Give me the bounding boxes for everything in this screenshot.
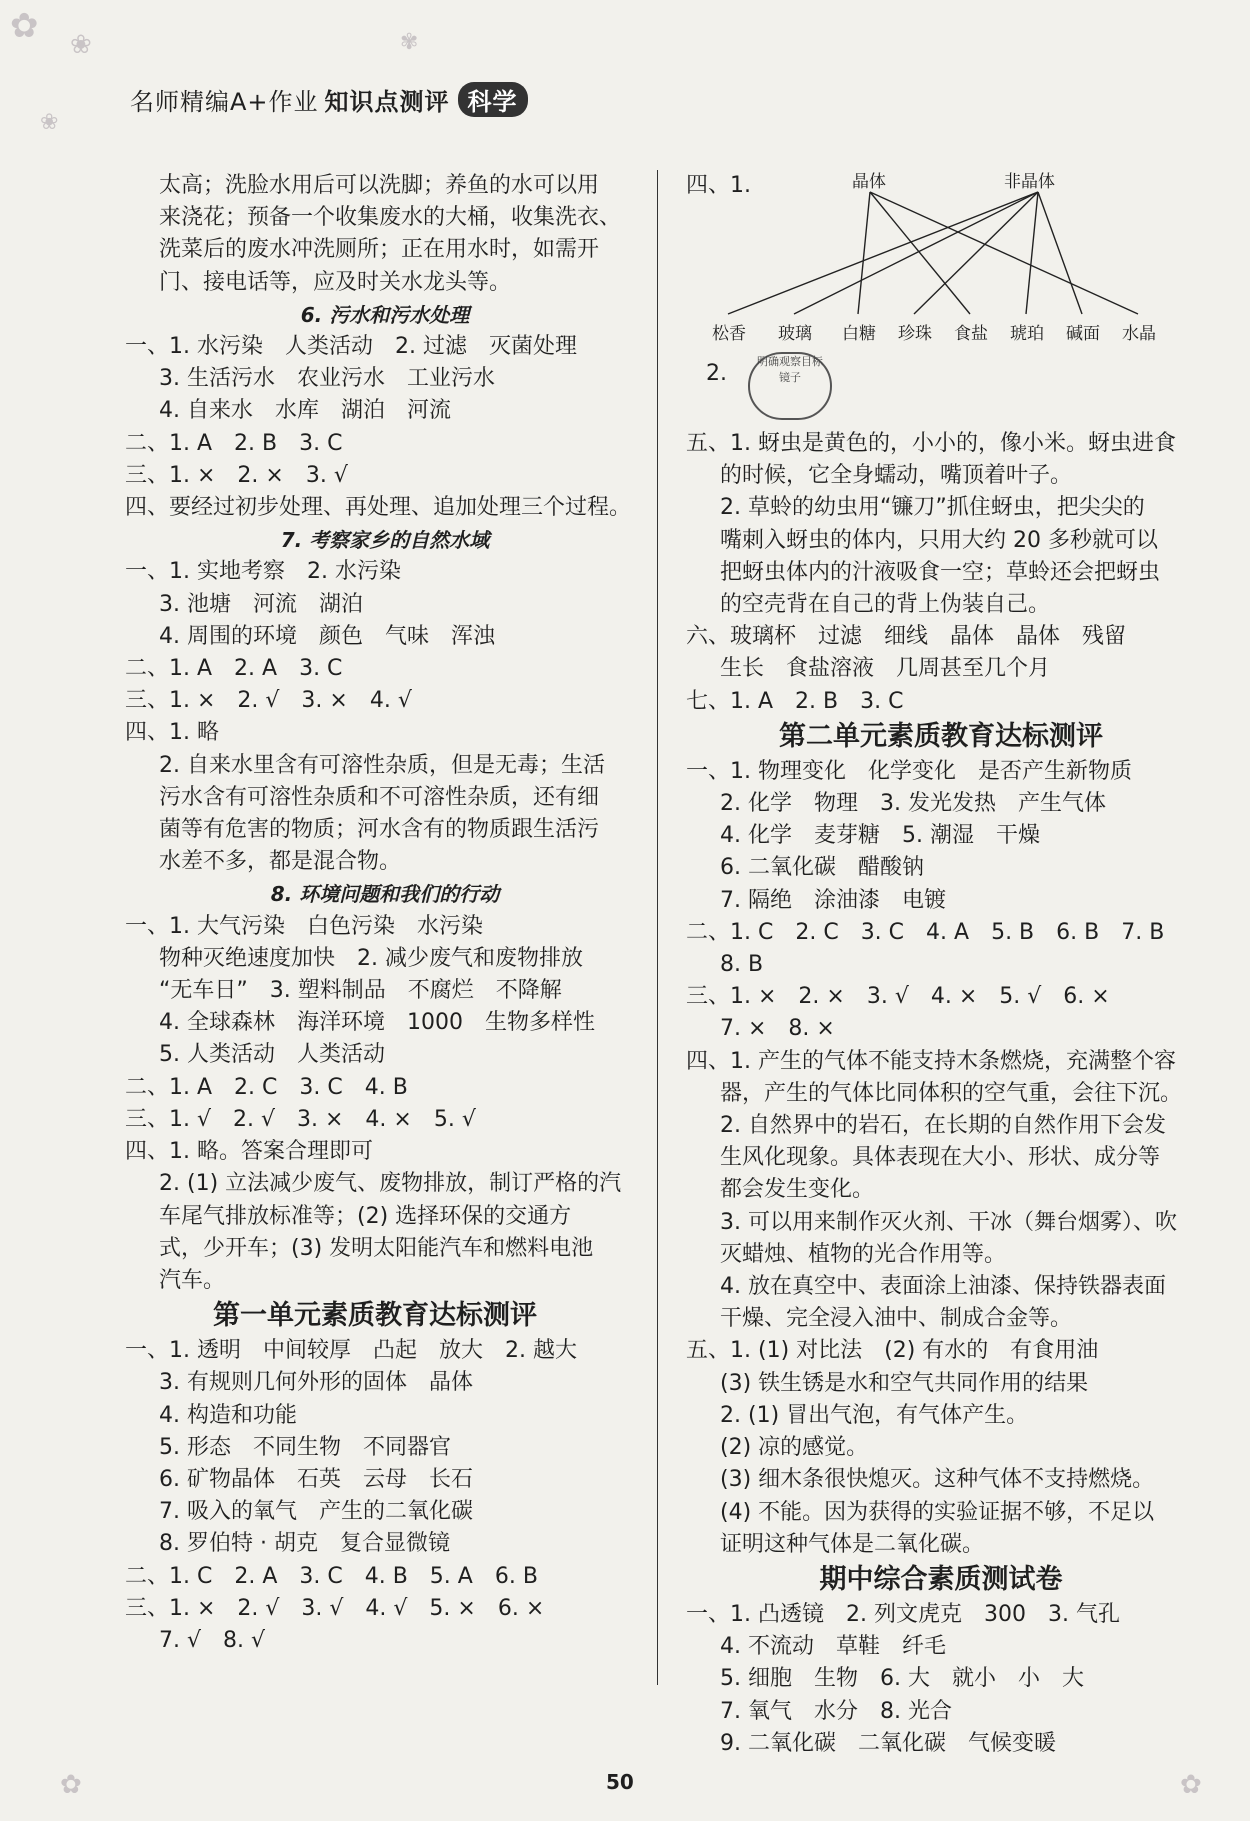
question-2-label: 2. bbox=[706, 361, 727, 386]
flower-decoration-icon: ✿ bbox=[1180, 1770, 1202, 1800]
answer-line: 生长 食盐溶液 几周甚至几个月 bbox=[720, 656, 1051, 682]
answer-line: 三、1. × 2. √ 3. √ 4. √ 5. × 6. × bbox=[125, 1595, 545, 1621]
answer-line: 菌等有危害的物质；河水含有的物质跟生活污 bbox=[159, 817, 600, 843]
answer-line: 都会发生变化。 bbox=[720, 1177, 875, 1203]
matching-lines bbox=[686, 170, 1196, 354]
answer-line: 5. 形态 不同生物 不同器官 bbox=[159, 1434, 451, 1460]
answer-line: 器，产生的气体比同体积的空气重，会往下沉。 bbox=[720, 1080, 1183, 1106]
answer-line: 四、1. 略。答案合理即可 bbox=[125, 1139, 373, 1165]
matching-item: 玻璃 bbox=[778, 324, 812, 344]
answer-line: 一、1. 实地考察 2. 水污染 bbox=[125, 559, 401, 585]
left-column bbox=[125, 170, 632, 1657]
answer-line: 4. 构造和功能 bbox=[159, 1402, 297, 1428]
answer-line: 4. 化学 麦芽糖 5. 潮湿 干燥 bbox=[720, 823, 1040, 849]
page-number: 50 bbox=[606, 1770, 634, 1794]
answer-line: 六、玻璃杯 过滤 细线 晶体 晶体 残留 bbox=[686, 624, 1127, 650]
matching-item: 碱面 bbox=[1066, 324, 1100, 344]
answer-line: 4. 放在真空中、表面涂上油漆、保持铁器表面 bbox=[720, 1274, 1166, 1300]
section-heading: 8. 环境问题和我们的行动 bbox=[270, 882, 500, 907]
answer-line: 7. 隔绝 涂油漆 电镀 bbox=[720, 887, 946, 913]
answer-line: 生风化现象。具体表现在大小、形状、成分等 bbox=[720, 1145, 1161, 1171]
answer-line: 8. 罗伯特 · 胡克 复合显微镜 bbox=[159, 1531, 450, 1557]
amorphous-label: 非晶体 bbox=[1004, 172, 1055, 192]
answer-line: 二、1. A 2. C 3. C 4. B bbox=[125, 1074, 408, 1100]
column-divider bbox=[657, 170, 658, 1685]
answer-line: 2. 草蛉的幼虫用“镰刀”抓住蚜虫，把尖尖的 bbox=[720, 495, 1145, 521]
answer-line: 一、1. 大气污染 白色污染 水污染 bbox=[125, 913, 483, 939]
answer-line: 五、1. 蚜虫是黄色的，小小的，像小米。蚜虫进食 bbox=[686, 431, 1176, 456]
observation-stamp-image: 明确观察目标 镜子 bbox=[748, 352, 832, 420]
answer-line: 7. 氧气 水分 8. 光合 bbox=[720, 1698, 952, 1724]
answer-line: 5. 人类活动 人类活动 bbox=[159, 1042, 385, 1068]
book-subtitle: 知识点测评 bbox=[324, 88, 450, 116]
flower-decoration-icon: ❀ bbox=[40, 110, 59, 135]
match-line bbox=[858, 192, 870, 314]
match-line bbox=[1026, 192, 1038, 314]
answer-line: (2) 凉的感觉。 bbox=[720, 1435, 869, 1461]
answer-line: 的时候，它全身蠕动，嘴顶着叶子。 bbox=[720, 463, 1073, 489]
answer-line: 3. 生活污水 农业污水 工业污水 bbox=[159, 366, 495, 392]
answer-line: 的空壳背在自己的背上伪装自己。 bbox=[720, 592, 1051, 618]
answer-line: 嘴刺入蚜虫的体内，只用大约 20 多秒就可以 bbox=[720, 527, 1158, 553]
answer-line: 2. 自来水里含有可溶性杂质，但是无毒；生活 bbox=[159, 752, 605, 778]
answer-line: 五、1. (1) 对比法 (2) 有水的 有食用油 bbox=[686, 1338, 1099, 1364]
answer-line: 汽车。 bbox=[159, 1267, 226, 1293]
matching-item: 白糖 bbox=[842, 324, 876, 344]
answer-line: 一、1. 凸透镜 2. 列文虎克 300 3. 气孔 bbox=[686, 1601, 1120, 1627]
match-line bbox=[870, 192, 1138, 314]
answer-line: 三、1. × 2. × 3. √ 4. × 5. √ 6. × bbox=[686, 984, 1110, 1010]
answer-line: 四、1. 略 bbox=[125, 720, 219, 746]
answer-line: 污水含有可溶性杂质和不可溶性杂质，还有细 bbox=[159, 784, 600, 810]
answer-line: 太高；洗脸水用后可以洗脚；养鱼的水可以用 bbox=[159, 173, 600, 198]
answer-line: 一、1. 物理变化 化学变化 是否产生新物质 bbox=[686, 758, 1132, 784]
subject-badge: 科学 bbox=[458, 82, 528, 117]
section-heading: 期中综合素质测试卷 bbox=[819, 1563, 1063, 1595]
crystal-matching-diagram bbox=[686, 170, 1196, 354]
section-heading: 7. 考察家乡的自然水域 bbox=[280, 528, 490, 553]
matching-item: 琥珀 bbox=[1010, 324, 1044, 344]
answer-line: 式，少开车；(3) 发明太阳能汽车和燃料电池 bbox=[159, 1235, 594, 1261]
answer-line: 三、1. √ 2. √ 3. × 4. × 5. √ bbox=[125, 1106, 476, 1132]
match-line bbox=[870, 192, 970, 314]
crystal-label: 晶体 bbox=[852, 172, 886, 192]
answer-line: 三、1. × 2. × 3. √ bbox=[125, 462, 348, 488]
section-heading: 第二单元素质教育达标测评 bbox=[779, 720, 1103, 752]
matching-item: 松香 bbox=[712, 324, 746, 344]
answer-line: 车尾气排放标准等；(2) 选择环保的交通方 bbox=[159, 1203, 572, 1229]
answer-line: 3. 有规则几何外形的固体 晶体 bbox=[159, 1370, 473, 1396]
answer-line: 水差不多，都是混合物。 bbox=[159, 849, 402, 875]
answer-line: 二、1. C 2. A 3. C 4. B 5. A 6. B bbox=[125, 1563, 538, 1589]
flower-decoration-icon: ✿ bbox=[60, 1770, 82, 1800]
section-heading: 6. 污水和污水处理 bbox=[300, 302, 470, 327]
answer-line: (3) 铁生锈是水和空气共同作用的结果 bbox=[720, 1370, 1089, 1396]
answer-line: 洗菜后的废水冲洗厕所；正在用水时，如需开 bbox=[159, 237, 600, 263]
match-line bbox=[914, 192, 1038, 314]
answer-line: 二、1. A 2. A 3. C bbox=[125, 656, 343, 682]
answer-line: 干燥、完全浸入油中、制成合金等。 bbox=[720, 1306, 1073, 1332]
answer-line: 2. 自然界中的岩石，在长期的自然作用下会发 bbox=[720, 1113, 1166, 1139]
answer-line: 6. 矿物晶体 石英 云母 长石 bbox=[159, 1466, 473, 1492]
answer-line: 2. 化学 物理 3. 发光发热 产生气体 bbox=[720, 791, 1106, 817]
flower-decoration-icon: ❀ bbox=[70, 30, 92, 60]
section-heading: 第一单元素质教育达标测评 bbox=[213, 1300, 537, 1332]
answer-line: 三、1. × 2. √ 3. × 4. √ bbox=[125, 688, 412, 714]
matching-item: 珍珠 bbox=[898, 324, 932, 344]
answer-line: (4) 不能。因为获得的实验证据不够，不足以 bbox=[720, 1499, 1155, 1525]
answer-line: 一、1. 透明 中间较厚 凸起 放大 2. 越大 bbox=[125, 1338, 577, 1364]
answer-line: 门、接电话等，应及时关水龙头等。 bbox=[159, 269, 512, 295]
answer-line: 7. × 8. × bbox=[720, 1016, 835, 1042]
matching-item: 水晶 bbox=[1122, 324, 1156, 344]
answer-line: “无车日” 3. 塑料制品 不腐烂 不降解 bbox=[159, 978, 562, 1004]
page-header bbox=[130, 82, 528, 117]
answer-line: 2. (1) 冒出气泡，有气体产生。 bbox=[720, 1402, 1029, 1428]
answer-line: 来浇花；预备一个收集废水的大桶，收集洗衣、 bbox=[159, 205, 622, 231]
answer-line: 四、要经过初步处理、再处理、追加处理三个过程。 bbox=[125, 495, 632, 521]
matching-item: 食盐 bbox=[954, 324, 988, 344]
answer-line: (3) 细木条很快熄灭。这种气体不支持燃烧。 bbox=[720, 1467, 1155, 1493]
answer-line: 2. (1) 立法减少废气、废物排放，制订严格的汽 bbox=[159, 1171, 622, 1197]
answer-line: 7. √ 8. √ bbox=[159, 1627, 266, 1653]
answer-line: 二、1. A 2. B 3. C bbox=[125, 430, 343, 456]
answer-line: 七、1. A 2. B 3. C bbox=[686, 688, 904, 714]
answer-line: 7. 吸入的氧气 产生的二氧化碳 bbox=[159, 1499, 473, 1525]
answer-line: 把蚜虫体内的汁液吸食一空；草蛉还会把蚜虫 bbox=[720, 559, 1161, 585]
flower-decoration-icon: ✿ bbox=[10, 6, 39, 46]
answer-line: 3. 可以用来制作灭火剂、干冰（舞台烟雾）、吹 bbox=[720, 1209, 1177, 1235]
answer-line: 6. 二氧化碳 醋酸钠 bbox=[720, 855, 924, 881]
answer-line: 二、1. C 2. C 3. C 4. A 5. B 6. B 7. B bbox=[686, 919, 1165, 945]
right-column bbox=[686, 170, 1196, 1760]
answer-line: 4. 自来水 水库 湖泊 河流 bbox=[159, 398, 451, 424]
answer-line: 4. 全球森林 海洋环境 1000 生物多样性 bbox=[159, 1010, 595, 1036]
answer-line: 3. 池塘 河流 湖泊 bbox=[159, 591, 363, 617]
answer-line: 4. 周围的环境 颜色 气味 浑浊 bbox=[159, 623, 495, 649]
flower-decoration-icon: ✾ bbox=[400, 30, 419, 55]
question-label: 四、1. bbox=[686, 173, 751, 198]
answer-line: 4. 不流动 草鞋 纤毛 bbox=[720, 1634, 946, 1660]
answer-line: 四、1. 产生的气体不能支持木条燃烧，充满整个容 bbox=[686, 1048, 1176, 1074]
answer-line: 灭蜡烛、植物的光合作用等。 bbox=[720, 1241, 1007, 1267]
answer-line: 一、1. 水污染 人类活动 2. 过滤 灭菌处理 bbox=[125, 334, 577, 360]
answer-line: 物种灭绝速度加快 2. 减少废气和废物排放 bbox=[159, 945, 583, 971]
answer-line: 证明这种气体是二氧化碳。 bbox=[720, 1531, 985, 1557]
answer-line: 9. 二氧化碳 二氧化碳 气候变暖 bbox=[720, 1730, 1056, 1756]
match-line bbox=[1038, 192, 1082, 314]
match-line bbox=[794, 192, 1038, 314]
book-title: 名师精编A+作业 bbox=[130, 88, 319, 116]
match-line bbox=[728, 192, 1038, 314]
answer-line: 8. B bbox=[720, 952, 764, 978]
answer-line: 5. 细胞 生物 6. 大 就小 小 大 bbox=[720, 1666, 1084, 1692]
question-2-row bbox=[686, 354, 1196, 428]
